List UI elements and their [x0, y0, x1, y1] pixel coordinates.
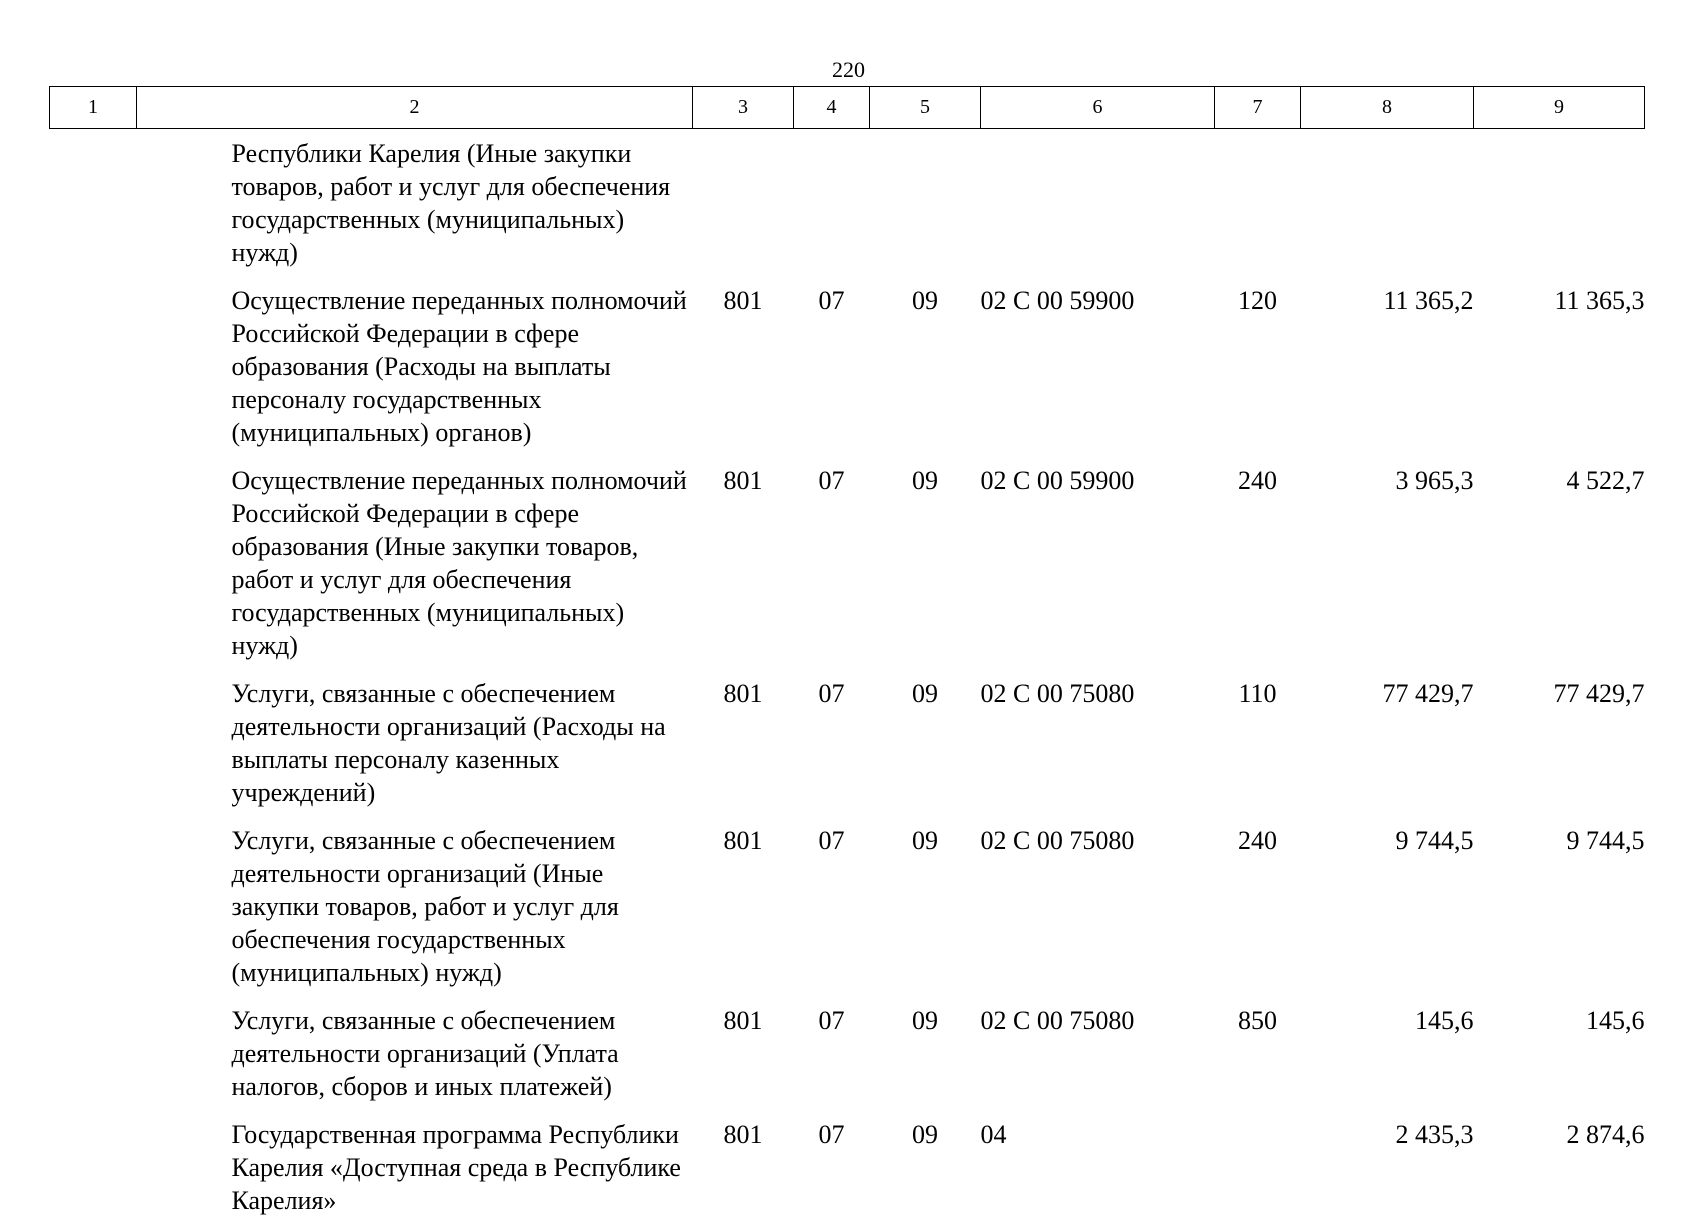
cell-ministry-code: 801: [693, 269, 794, 449]
cell-section: 07: [794, 989, 870, 1103]
cell-amount-year-1: 3 965,3: [1301, 449, 1474, 662]
cell-subsection: 09: [870, 449, 981, 662]
table-row: [50, 662, 1645, 809]
cell-empty: [50, 449, 137, 662]
column-header: 8: [1301, 87, 1474, 129]
table-row: [50, 989, 1645, 1103]
cell-subsection: 09: [870, 269, 981, 449]
page-number: 220: [0, 57, 1697, 83]
cell-amount-year-2: 2 874,6: [1474, 1103, 1645, 1217]
cell-ministry-code: 801: [693, 449, 794, 662]
row-name: Услуги, связанные с обеспечением деятельности организаций (Расходы на выплаты персоналу казенных учреждений): [137, 662, 693, 809]
column-header: 3: [693, 87, 794, 129]
cell-target-code: 02 С 00 59900: [981, 449, 1215, 662]
cell-amount-year-1: 9 744,5: [1301, 809, 1474, 989]
cell-empty: [50, 269, 137, 449]
cell-subsection: 09: [870, 989, 981, 1103]
cell-expense-type: 850: [1215, 989, 1301, 1103]
cell-target-code: 02 С 00 75080: [981, 989, 1215, 1103]
cell-expense-type: 110: [1215, 662, 1301, 809]
cell-amount-year-2: 77 429,7: [1474, 662, 1645, 809]
column-header: 2: [137, 87, 693, 129]
cell-expense-type: 240: [1215, 449, 1301, 662]
cell-empty: [50, 989, 137, 1103]
cell-amount-year-2: 11 365,3: [1474, 269, 1645, 449]
cell-amount-year-1: 2 435,3: [1301, 1103, 1474, 1217]
cell-section: 07: [794, 809, 870, 989]
cell-ministry-code: 801: [693, 809, 794, 989]
cell-ministry-code: 801: [693, 662, 794, 809]
row-name: Осуществление переданных полномочий Российской Федерации в сфере образования (Иные закупки товаров, работ и услуг для обеспечения государственных (муниципальных) нужд): [137, 449, 693, 662]
cell-subsection: 09: [870, 1103, 981, 1217]
cell-ministry-code: 801: [693, 1103, 794, 1217]
cell-empty: [50, 809, 137, 989]
budget-table: [49, 86, 1645, 1217]
column-header: 9: [1474, 87, 1645, 129]
table-row: [50, 809, 1645, 989]
cell-target-code: 04: [981, 1103, 1215, 1217]
cell-target-code: 02 С 00 75080: [981, 809, 1215, 989]
cell-ministry-code: [693, 129, 794, 270]
column-header: 4: [794, 87, 870, 129]
cell-subsection: 09: [870, 809, 981, 989]
column-number-header: [50, 87, 1645, 129]
cell-target-code: 02 С 00 75080: [981, 662, 1215, 809]
table-body: [50, 129, 1645, 1217]
cell-expense-type: 240: [1215, 809, 1301, 989]
cell-subsection: [870, 129, 981, 270]
cell-amount-year-2: 145,6: [1474, 989, 1645, 1103]
cell-section: 07: [794, 662, 870, 809]
cell-section: 07: [794, 1103, 870, 1217]
row-name: Республики Карелия (Иные закупки товаров, работ и услуг для обеспечения государственных (муниципальных) нужд): [137, 129, 693, 270]
cell-target-code: 02 С 00 59900: [981, 269, 1215, 449]
cell-empty: [50, 129, 137, 270]
row-name: Услуги, связанные с обеспечением деятельности организаций (Уплата налогов, сборов и иных платежей): [137, 989, 693, 1103]
cell-amount-year-1: 11 365,2: [1301, 269, 1474, 449]
cell-empty: [50, 662, 137, 809]
cell-expense-type: [1215, 129, 1301, 270]
column-header: 6: [981, 87, 1215, 129]
cell-section: 07: [794, 449, 870, 662]
row-name: Осуществление переданных полномочий Российской Федерации в сфере образования (Расходы на выплаты персоналу государственных (муниципальных) органов): [137, 269, 693, 449]
cell-amount-year-1: 145,6: [1301, 989, 1474, 1103]
cell-expense-type: 120: [1215, 269, 1301, 449]
row-name: Услуги, связанные с обеспечением деятельности организаций (Иные закупки товаров, работ и услуг для обеспечения государственных (муниципальных) нужд): [137, 809, 693, 989]
cell-amount-year-1: 77 429,7: [1301, 662, 1474, 809]
cell-amount-year-2: 9 744,5: [1474, 809, 1645, 989]
column-header: 5: [870, 87, 981, 129]
cell-amount-year-2: [1474, 129, 1645, 270]
cell-section: [794, 129, 870, 270]
cell-section: 07: [794, 269, 870, 449]
cell-ministry-code: 801: [693, 989, 794, 1103]
row-name: Государственная программа Республики Карелия «Доступная среда в Республике Карелия»: [137, 1103, 693, 1217]
table-row: [50, 129, 1645, 270]
column-header: 7: [1215, 87, 1301, 129]
table-row: [50, 449, 1645, 662]
table-row: [50, 269, 1645, 449]
cell-amount-year-1: [1301, 129, 1474, 270]
cell-amount-year-2: 4 522,7: [1474, 449, 1645, 662]
cell-subsection: 09: [870, 662, 981, 809]
cell-target-code: [981, 129, 1215, 270]
column-header: 1: [50, 87, 137, 129]
